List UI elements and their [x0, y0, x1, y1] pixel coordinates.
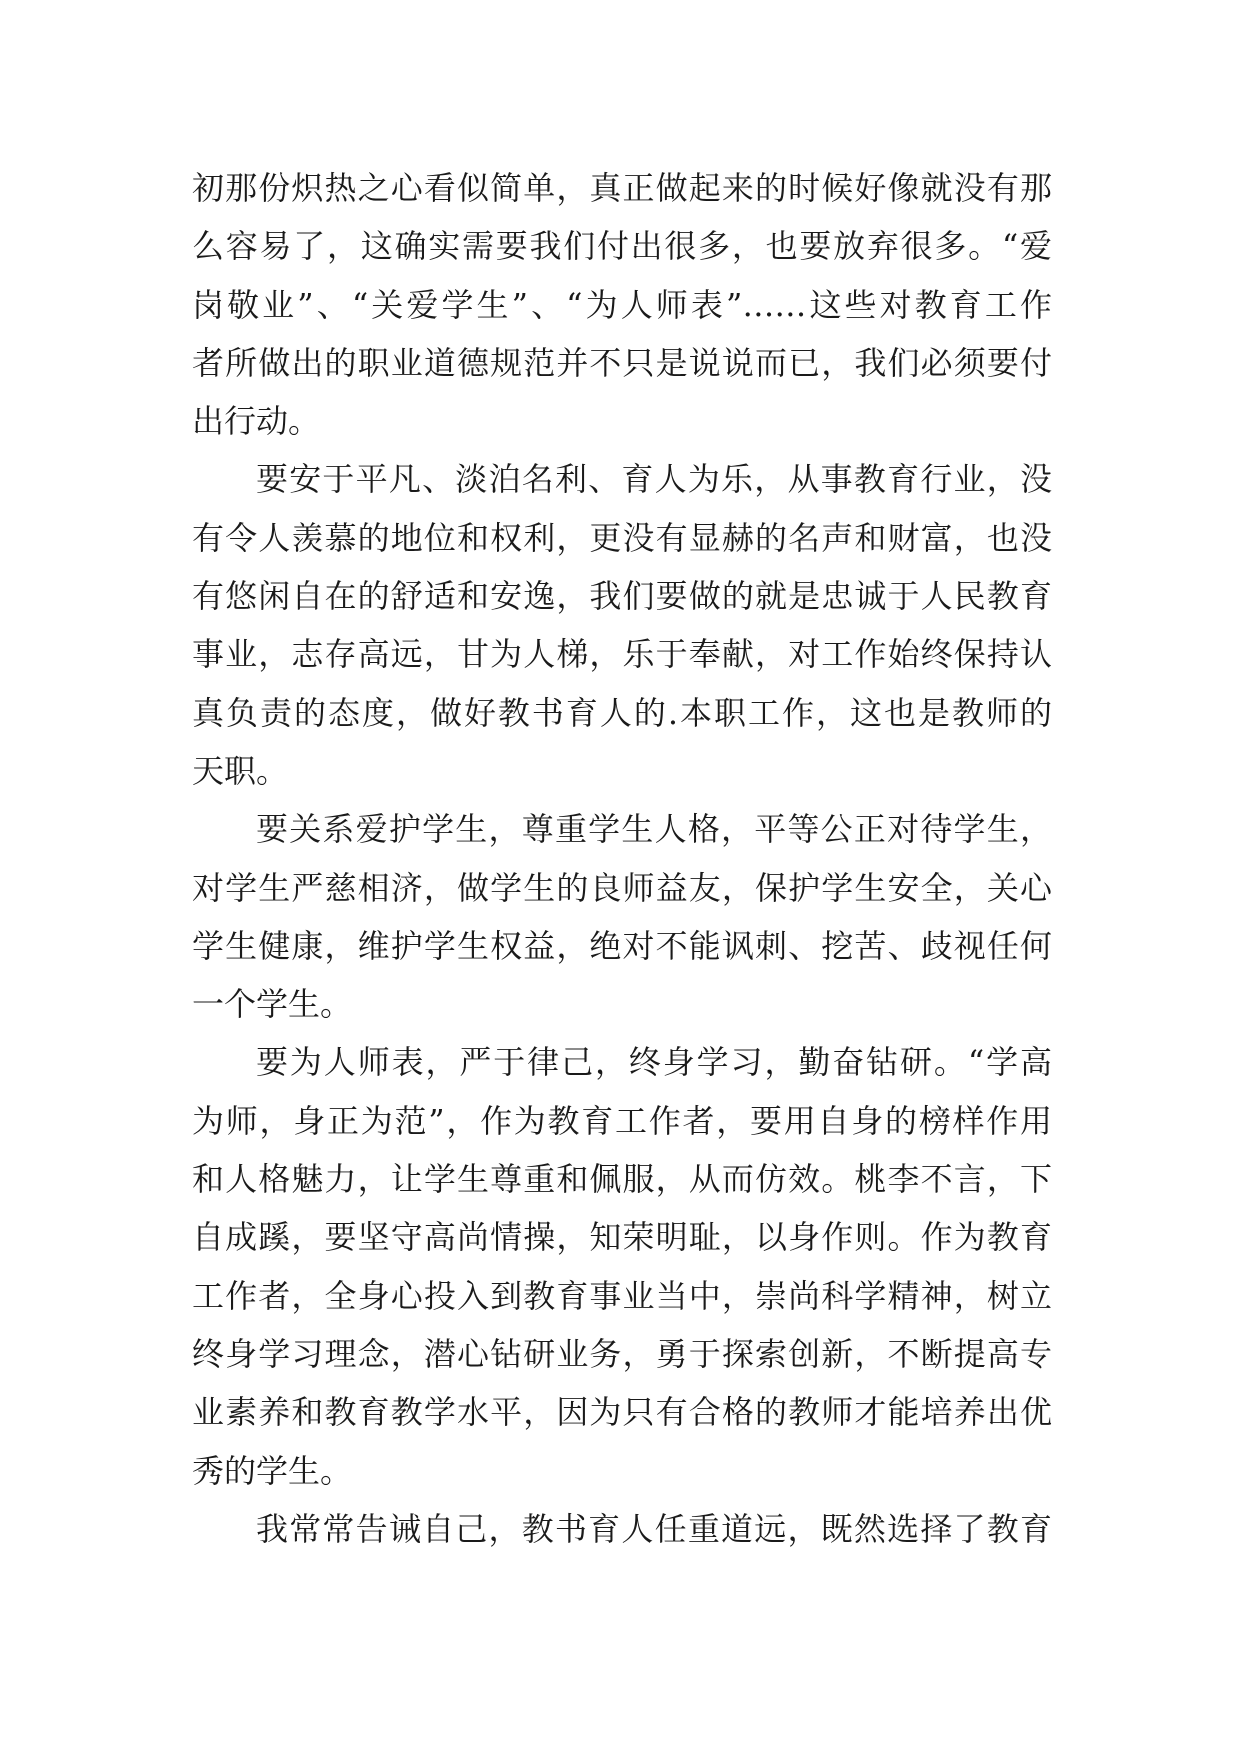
text-line: 么容易了，这确实需要我们付出很多，也要放弃很多。“爱: [192, 227, 1052, 266]
text-line: 要安于平凡、淡泊名利、育人为乐，从事教育行业，没: [256, 460, 1052, 499]
text-line: 终身学习理念，潜心钻研业务，勇于探索创新，不断提高专: [192, 1334, 1052, 1373]
text-line: 业素养和教育教学水平，因为只有合格的教师才能培养出优: [192, 1393, 1052, 1432]
text-line: 对学生严慈相济，做学生的良师益友，保护学生安全，关心: [192, 868, 1052, 907]
text-line: 要为人师表，严于律己，终身学习，勤奋钻研。“学高: [256, 1043, 1052, 1082]
text-line: 自成蹊，要坚守高尚情操，知荣明耻，以身作则。作为教育: [192, 1218, 1052, 1257]
text-line: 者所做出的职业道德规范并不只是说说而已，我们必须要付: [192, 343, 1052, 382]
body-text: [192, 159, 1052, 1558]
text-line: 真负责的态度，做好教书育人的.本职工作，这也是教师的: [192, 693, 1052, 732]
text-line: 秀的学生。: [192, 1451, 353, 1490]
text-line: 我常常告诫自己，教书育人任重道远，既然选择了教育: [256, 1509, 1052, 1548]
text-line: 初那份炽热之心看似简单，真正做起来的时候好像就没有那: [192, 169, 1052, 207]
text-line: 岗敬业”、“关爱学生”、“为人师表”……这些对教育工作: [192, 285, 1052, 324]
text-line: 学生健康，维护学生权益，绝对不能讽刺、挖苦、歧视任何: [192, 926, 1052, 965]
text-line: 和人格魅力，让学生尊重和佩服，从而仿效。桃李不言，下: [192, 1160, 1052, 1199]
text-line: 事业，志存高远，甘为人梯，乐于奉献，对工作始终保持认: [192, 635, 1052, 674]
text-line: 要关系爱护学生，尊重学生人格，平等公正对待学生，: [256, 810, 1052, 849]
text-line: 出行动。: [192, 402, 321, 441]
text-line: 一个学生。: [192, 985, 353, 1024]
text-line: 工作者，全身心投入到教育事业当中，崇尚科学精神，树立: [192, 1276, 1052, 1315]
text-line: 为师，身正为范”，作为教育工作者，要用自身的榜样作用: [192, 1101, 1052, 1140]
text-line: 有令人羡慕的地位和权利，更没有显赫的名声和财富，也没: [192, 518, 1052, 557]
text-line: 天职。: [192, 751, 289, 790]
text-line: 有悠闲自在的舒适和安逸，我们要做的就是忠诚于人民教育: [192, 577, 1052, 616]
